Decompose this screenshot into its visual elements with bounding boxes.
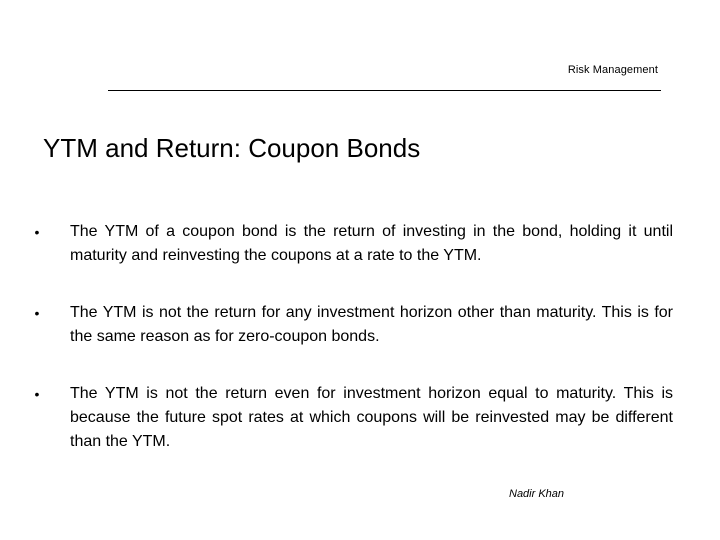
bullet-text: The YTM of a coupon bond is the return of investing in the bond, holding it until maturity and reinvesting the coupons at a rate to the YTM. [70,223,673,264]
bullet-dot-icon: • [34,386,40,402]
bullet-dot-icon: • [34,224,40,240]
bullet-text: The YTM is not the return even for investment horizon equal to maturity. This is because the future spot rates at which coupons will be reinvested may be different than the YTM. [70,385,673,450]
header-label: Risk Management [567,64,658,76]
bullet-item [31,301,673,349]
bullet-item [31,382,673,454]
header-divider [108,90,661,91]
bullet-dot-icon: • [34,305,40,321]
bullet-list [31,220,673,487]
slide-title: YTM and Return: Coupon Bonds [43,133,421,163]
bullet-text: The YTM is not the return for any investment horizon other than maturity. This is for the same reason as for zero-coupon bonds. [70,304,673,345]
footer-author: Nadir Khan [509,488,565,500]
bullet-item [31,220,673,268]
